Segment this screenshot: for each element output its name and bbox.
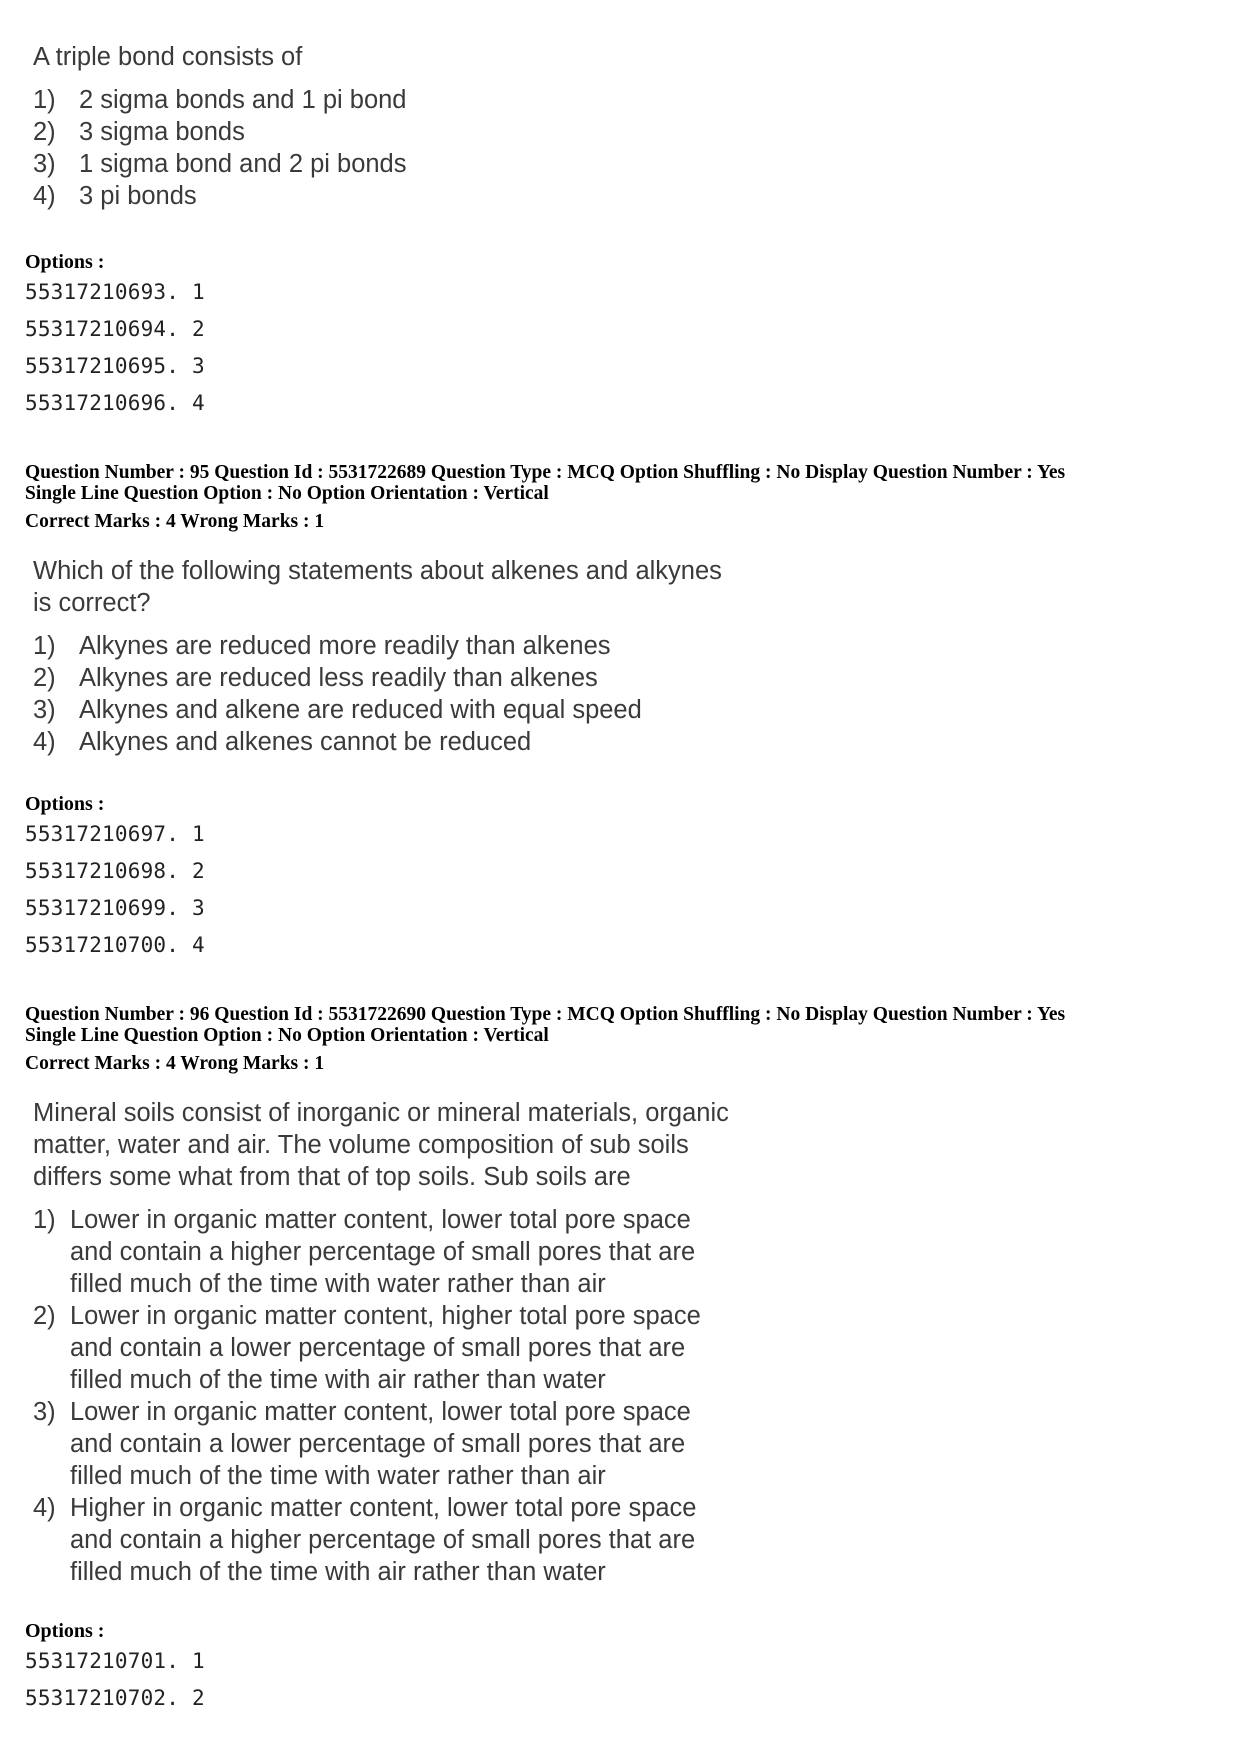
- q95-choice-2: 2) Alkynes are reduced less readily than alkenes: [33, 664, 598, 692]
- q94-choice-3: 3) 1 sigma bond and 2 pi bonds: [33, 150, 407, 178]
- q95-options-label: Options :: [25, 793, 105, 815]
- q94-option-4: 55317210696. 4: [25, 391, 205, 415]
- q95-option-2: 55317210698. 2: [25, 859, 205, 883]
- q95-option-1: 55317210697. 1: [25, 822, 205, 846]
- q96-choice-1-line2: and contain a higher percentage of small pores that are: [70, 1238, 696, 1266]
- q96-choice-4-line2: and contain a higher percentage of small pores that are: [70, 1526, 696, 1554]
- q96-choice-4: 4) Higher in organic matter content, lower total pore space and contain a higher percentage of small pores that are filled much of the time with air rather than water: [33, 1492, 729, 1588]
- q96-choice-3: 3) Lower in organic matter content, lower total pore space and contain a lower percentage of small pores that are filled much of the time with water rather than air: [33, 1396, 729, 1492]
- q94-options-list: [25, 274, 205, 422]
- q96-marks: Correct Marks : 4 Wrong Marks : 1: [25, 1053, 325, 1074]
- q96-choice-2-line2: and contain a lower percentage of small pores that are: [70, 1334, 686, 1362]
- q95-choice-1: 1) Alkynes are reduced more readily than alkenes: [33, 632, 611, 660]
- q96-choice-3-line3: filled much of the time with water rather than air: [70, 1462, 606, 1490]
- q96-stem-line3: differs some what from that of top soils. Sub soils are: [33, 1163, 631, 1191]
- q96-stem: [33, 1097, 729, 1193]
- q94-choice-2: 2) 3 sigma bonds: [33, 118, 245, 146]
- q96-meta: [25, 1004, 1065, 1074]
- q95-choice-4: 4) Alkynes and alkenes cannot be reduced: [33, 728, 532, 756]
- q96-stem-line2: matter, water and air. The volume composition of sub soils: [33, 1131, 689, 1159]
- q95-option-3: 55317210699. 3: [25, 896, 205, 920]
- q96-choice-1-line3: filled much of the time with water rather than air: [70, 1270, 606, 1298]
- q94-question-image: [33, 41, 407, 212]
- q96-choice-2-line1: Lower in organic matter content, higher total pore space: [70, 1302, 701, 1330]
- q95-option-4: 55317210700. 4: [25, 933, 205, 957]
- q95-marks: Correct Marks : 4 Wrong Marks : 1: [25, 511, 325, 532]
- q96-meta-line1: Question Number : 96 Question Id : 5531722690 Question Type : MCQ Option Shuffling : No Display Question Number : Yes: [25, 1004, 1066, 1025]
- q96-stem-line1: Mineral soils consist of inorganic or mineral materials, organic: [33, 1099, 729, 1127]
- q96-choice-2-line3: filled much of the time with air rather than water: [70, 1366, 606, 1394]
- q95-meta: [25, 462, 1065, 532]
- q96-question-image: [33, 1097, 729, 1588]
- q94-stem: A triple bond consists of: [33, 43, 303, 71]
- q94-option-3: 55317210695. 3: [25, 354, 205, 378]
- q96-choice-4-line1: Higher in organic matter content, lower total pore space: [70, 1494, 697, 1522]
- q95-meta-line2: Single Line Question Option : No Option Orientation : Vertical: [25, 483, 549, 504]
- q94-choice-1: 1) 2 sigma bonds and 1 pi bond: [33, 86, 407, 114]
- q96-options-label: Options :: [25, 1620, 105, 1642]
- q95-choice-3: 3) Alkynes and alkene are reduced with equal speed: [33, 696, 642, 724]
- q96-choice-1-line1: Lower in organic matter content, lower total pore space: [70, 1206, 691, 1234]
- q96-choice-2: 2) Lower in organic matter content, higher total pore space and contain a lower percentage of small pores that are filled much of the time with air rather than water: [33, 1300, 729, 1396]
- q95-stem: [33, 555, 722, 619]
- q96-choice-3-line1: Lower in organic matter content, lower total pore space: [70, 1398, 691, 1426]
- q94-option-2: 55317210694. 2: [25, 317, 205, 341]
- q95-options-list: [25, 816, 205, 964]
- q96-option-1: 55317210701. 1: [25, 1649, 205, 1673]
- q96-meta-line2: Single Line Question Option : No Option Orientation : Vertical: [25, 1025, 549, 1046]
- q94-options-label: Options :: [25, 251, 105, 273]
- q96-option-2: 55317210702. 2: [25, 1686, 205, 1710]
- q95-stem-line1: Which of the following statements about alkenes and alkynes: [33, 557, 722, 585]
- q94-option-1: 55317210693. 1: [25, 280, 205, 304]
- q96-choice-4-line3: filled much of the time with air rather than water: [70, 1558, 606, 1586]
- q95-stem-line2: is correct?: [33, 589, 151, 617]
- q95-meta-line1: Question Number : 95 Question Id : 5531722689 Question Type : MCQ Option Shuffling : No Display Question Number : Yes: [25, 462, 1066, 483]
- q96-options-list: [25, 1643, 205, 1717]
- q96-choice-3-line2: and contain a lower percentage of small pores that are: [70, 1430, 686, 1458]
- q94-choice-4: 4) 3 pi bonds: [33, 182, 197, 210]
- q95-question-image: [33, 555, 722, 758]
- q96-choice-1: 1) Lower in organic matter content, lower total pore space and contain a higher percentage of small pores that are filled much of the time with water rather than air: [33, 1204, 729, 1300]
